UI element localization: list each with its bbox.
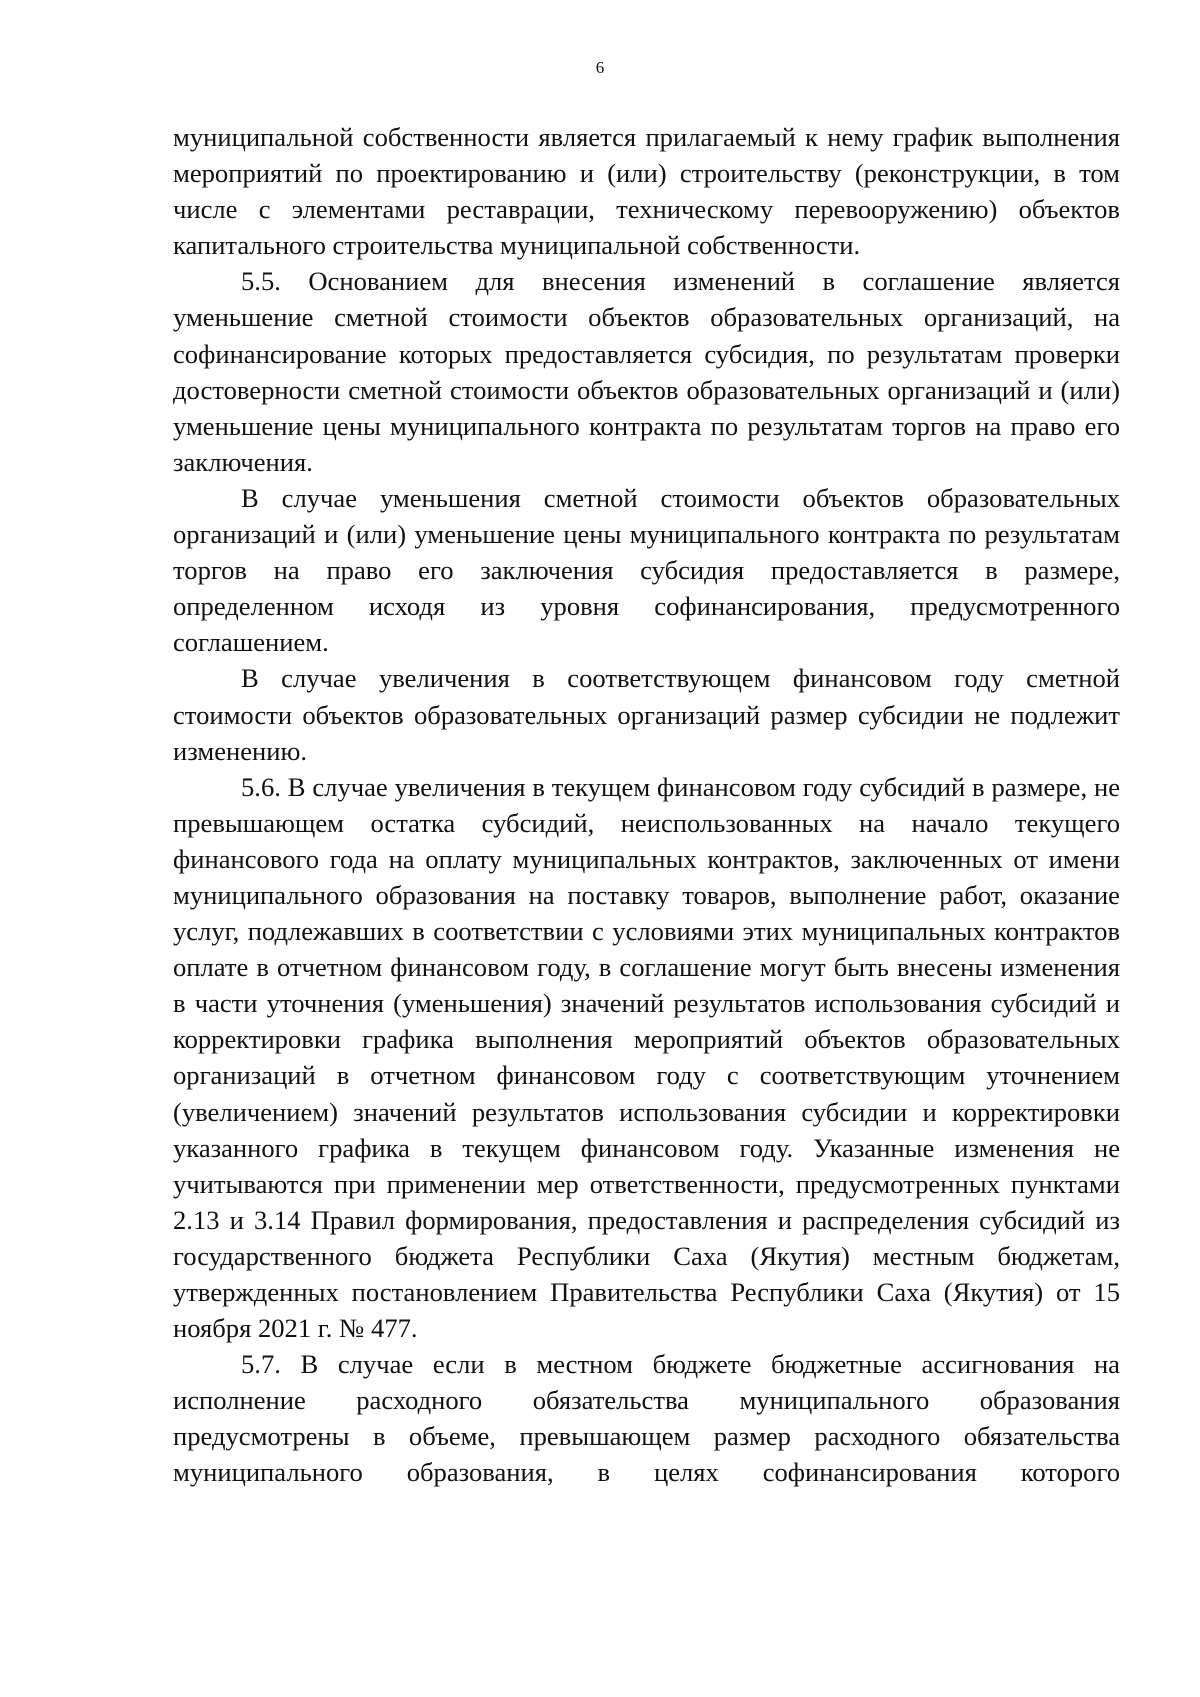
paragraph-subsidy-reduction: В случае уменьшения сметной стоимости объектов образовательных организаций и (или) уменьшение цены муниципального контракта по результатам торгов на право его заключения субсидия предоставляется в размере, определенном исходя из уровня софинансирования, предусмотренного соглашением. xyxy=(173,482,1120,658)
paragraph-5-7: 5.7. В случае если в местном бюджете бюджетные ассигнования на исполнение расходного обязательства муниципального образования предусмотрены в объеме, превышающем размер расходного обязательства муниципального образования, в целях софинансирования которого xyxy=(173,1349,1120,1488)
paragraph-subsidy-increase: В случае увеличения в соответствующем финансовом году сметной стоимости объектов образовательных организаций размер субсидии не подлежит изменению. xyxy=(173,663,1120,766)
paragraph-5-6: 5.6. В случае увеличения в текущем финансовом году субсидий в размере, не превышающем остатка субсидий, неиспользованных на начало текущего финансового года на оплату муниципальных контрактов, заключенных от имени муниципального образования на поставку товаров, выполнение работ, оказание услуг, подлежавших в соответствии с условиями этих муниципальных контрактов оплате в отчетном финансовом году, в соглашение могут быть внесены изменения в части уточнения (уменьшения) значений результатов использования субсидий и корректировки графика выполнения мероприятий объектов образовательных организаций в отчетном финансовом году с соответствующим уточнением (увеличением) значений результатов использования субсидии и корректировки указанного графика в текущем финансовом году. Указанные изменения не учитываются при применении мер ответственности, предусмотренных пунктами 2.13 и 3.14 Правил формирования, предоставления и распределения субсидий из государственного бюджета Республики Саха (Якутия) местным бюджетам, утвержденных постановлением Правительства Республики Саха (Якутия) от 15 ноября 2021 г. № 477. xyxy=(173,771,1120,1344)
page-number: 6 xyxy=(595,58,605,77)
paragraph-continuation: муниципальной собственности является прилагаемый к нему график выполнения мероприятий по проектированию и (или) строительству (реконструкции, в том числе с элементами реставрации, техническому перевооружению) объектов капитального строительства муниципальной собственности. xyxy=(173,122,1120,261)
document-body xyxy=(173,119,1120,1491)
paragraph-5-5: 5.5. Основанием для внесения изменений в соглашение является уменьшение сметной стоимости объектов образовательных организаций, на софинансирование которых предоставляется субсидия, по результатам проверки достоверности сметной стоимости объектов образовательных организаций и (или) уменьшение цены муниципального контракта по результатам торгов на право его заключения. xyxy=(173,266,1120,477)
